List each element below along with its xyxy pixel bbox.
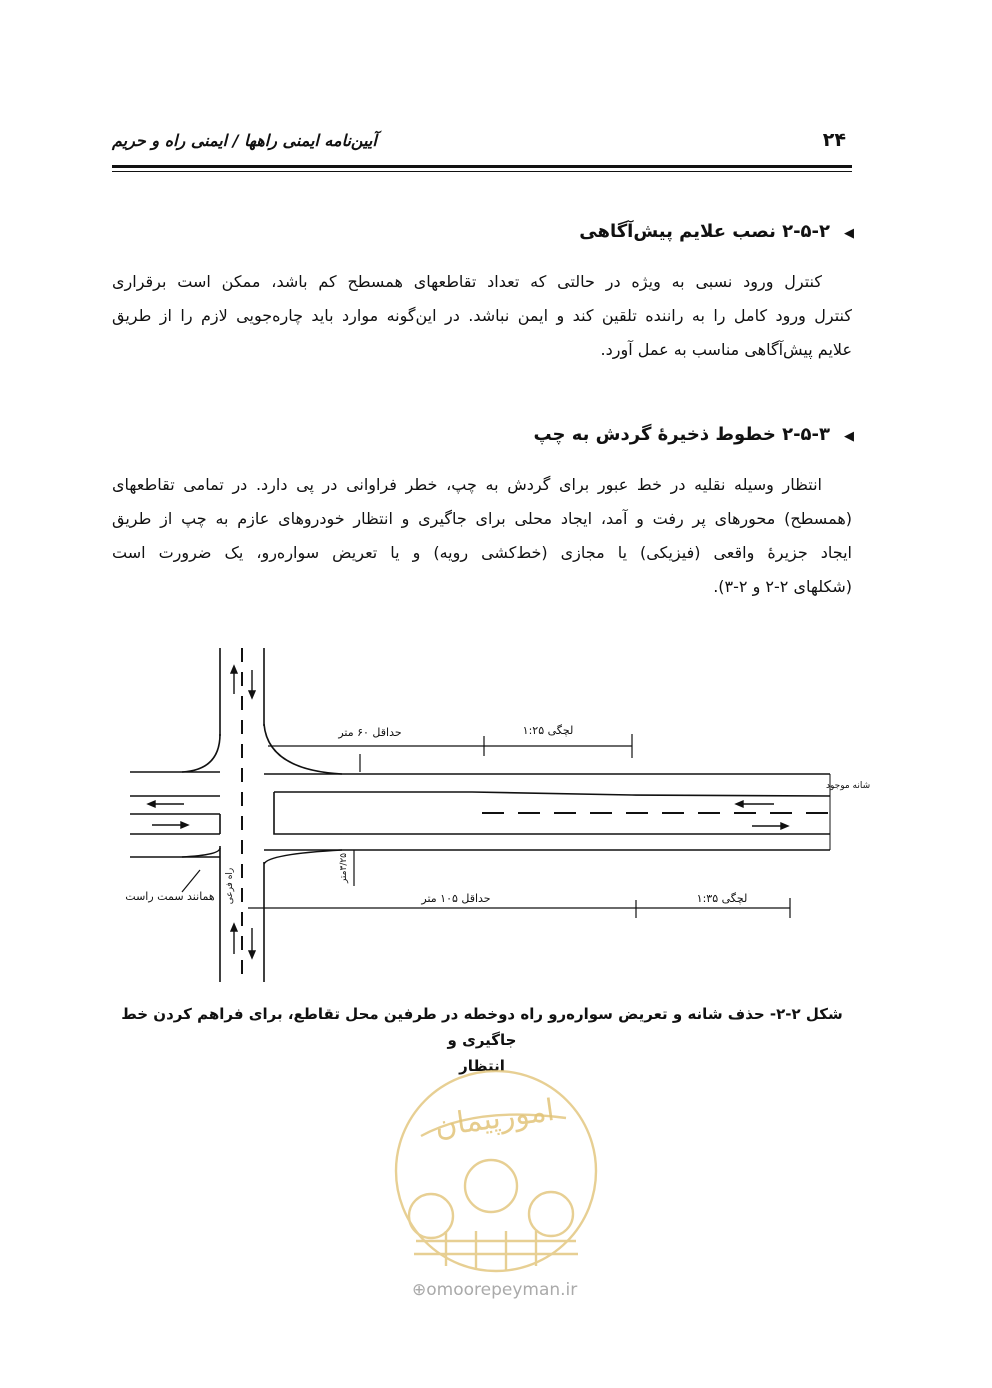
label-width-325: ۳/۲۵متر xyxy=(339,852,349,884)
header-rule-thick xyxy=(112,165,852,168)
intersection-widening-diagram xyxy=(112,636,871,986)
side-arrow-1-head xyxy=(231,666,237,673)
lane-arrow-left-2-head xyxy=(181,822,188,828)
watermark-gear-center xyxy=(465,1160,517,1212)
label-taper25: لچگی ۱:۲۵ xyxy=(522,724,574,737)
corner-curve-bottom-left xyxy=(182,848,220,857)
corner-curve-bottom-right xyxy=(264,850,342,864)
watermark-logo-text: امورپیمان xyxy=(432,1092,557,1145)
paragraph-line: کنترل ورود کامل را به راننده تلقین کند و ایمن نباشد. در این‌گونه موارد باید چاره‌جویی لازم را از طریق xyxy=(112,306,852,325)
side-arrow-2-head xyxy=(249,691,255,698)
watermark-logo xyxy=(386,1066,606,1276)
running-header-title: آیین‌نامه ایمنی راهها / ایمنی راه و حریم xyxy=(112,131,377,150)
caption-line: شکل ۲-۲- حذف شانه و تعریض سواره‌رو راه دوخطه در طرفین محل تقاطع، برای فراهم کردن خط جاگیری و xyxy=(121,1005,843,1049)
bullet-triangle-icon: ◀ xyxy=(844,429,854,444)
label-existing-shoulder: شانه موجود xyxy=(826,781,871,791)
header-rule-thin xyxy=(112,171,852,172)
paragraph-line: ایجاد جزیرهٔ واقعی (فیزیکی) یا مجازی (خط‌کشی رویه) و یا تعریض سواره‌رو، یک ضرورت است xyxy=(112,543,852,562)
leader-line xyxy=(182,870,200,892)
label-min105: حداقل ۱۰۵ متر xyxy=(421,892,491,905)
corner-curve-top-left xyxy=(182,734,220,772)
label-min60: حداقل ۶۰ متر xyxy=(338,726,402,739)
median-top-edge xyxy=(274,792,830,796)
section-heading-text: ۲-۵-۲ نصب علایم پیش‌آگاهی xyxy=(579,221,830,242)
paragraph-line: علایم پیش‌آگاهی مناسب به عمل آورد. xyxy=(600,340,852,359)
paragraph-left-turn-lanes xyxy=(112,468,852,604)
side-arrow-3-head xyxy=(231,924,237,931)
bullet-triangle-icon: ◀ xyxy=(844,226,854,241)
section-heading-advance-warning xyxy=(579,221,854,242)
corner-curve-top-right xyxy=(264,724,342,774)
lane-arrow-left-1-head xyxy=(148,801,155,807)
label-taper35: لچگی ۱:۳۵ xyxy=(696,892,748,905)
lane-arrow-right-1-head xyxy=(736,801,743,807)
paragraph-line: (شکلهای ۲-۲ و ۲-۳). xyxy=(713,577,852,596)
page-number: ۲۴ xyxy=(822,129,846,151)
side-arrow-4-head xyxy=(249,951,255,958)
lane-arrow-right-2-head xyxy=(781,823,788,829)
paragraph-advance-warning xyxy=(112,265,852,367)
watermark-gear-right xyxy=(529,1192,573,1236)
caption-line: انتظار xyxy=(459,1057,505,1075)
paragraph-line: انتظار وسیله نقلیه در خط عبور برای گردش به چپ، خطر فراوانی در پی دارد. در تمامی تقاطعهای xyxy=(112,475,822,494)
label-side-road: راه فرعی xyxy=(225,867,235,905)
section-heading-left-turn-lanes xyxy=(533,424,854,445)
globe-icon: ⊕ xyxy=(412,1280,427,1300)
paragraph-line: کنترل ورود نسبی به ویژه در حالتی که تعداد تقاطعهای همسطح کم باشد، ممکن است برقراری xyxy=(112,272,822,291)
section-heading-text: ۲-۵-۳ خطوط ذخیرهٔ گردش به چپ xyxy=(533,424,830,445)
label-same-as-right: همانند سمت راست xyxy=(125,890,215,903)
watermark-url: ⊕omoorepeyman.ir xyxy=(412,1280,578,1300)
paragraph-line: (همسطح) محورهای پر رفت و آمد، ایجاد محلی برای جاگیری و انتظار خودروهای عازم به چپ از طریق xyxy=(112,509,852,528)
